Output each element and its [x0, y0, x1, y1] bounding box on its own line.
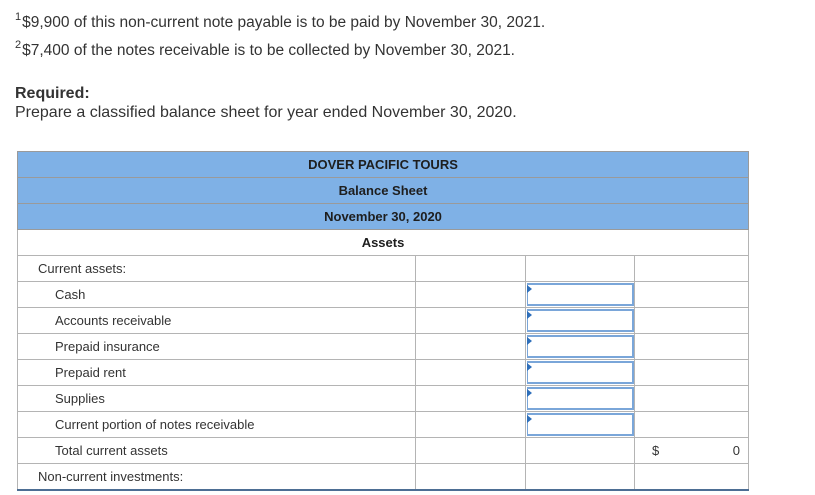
row-label-accounts-receivable: Accounts receivable: [18, 308, 416, 334]
total-current-assets-value: 0: [732, 443, 741, 458]
table-row: [18, 256, 749, 282]
statement-title: Balance Sheet: [18, 178, 749, 204]
row-label-prepaid-rent: Prepaid rent: [18, 360, 416, 386]
row-label-supplies: Supplies: [18, 386, 416, 412]
required-heading: Required:: [15, 85, 90, 102]
input-marker-icon: [527, 337, 532, 345]
footnote-2: [15, 39, 515, 60]
table-row: [18, 386, 749, 412]
prepaid-rent-amount-input[interactable]: [526, 360, 635, 386]
currency-symbol: $: [652, 443, 660, 458]
input-marker-icon: [527, 311, 532, 319]
table-row: [18, 438, 749, 464]
cash-amount-input[interactable]: [526, 282, 635, 308]
row-label-prepaid-insurance: Prepaid insurance: [18, 334, 416, 360]
current-notes-receivable-amount-input[interactable]: [526, 412, 635, 438]
input-marker-icon: [527, 389, 532, 397]
accounts-receivable-amount-input[interactable]: [526, 308, 635, 334]
prepaid-insurance-amount-input[interactable]: [526, 334, 635, 360]
input-marker-icon: [527, 363, 532, 371]
table-row: [18, 282, 749, 308]
total-current-assets-cell: [635, 438, 749, 464]
input-marker-icon: [527, 415, 532, 423]
row-label-cash: Cash: [18, 282, 416, 308]
non-current-investments-label: Non-current investments:: [18, 464, 416, 491]
section-heading-assets: Assets: [18, 230, 749, 256]
required-instructions: Prepare a classified balance sheet for year ended November 30, 2020.: [15, 104, 517, 121]
statement-date: November 30, 2020: [18, 204, 749, 230]
footnote-text: $9,900 of this non-current note payable is to be paid by November 30, 2021.: [22, 14, 546, 31]
supplies-amount-input[interactable]: [526, 386, 635, 412]
footnote-marker: 2: [15, 39, 22, 51]
table-row: [18, 412, 749, 438]
input-marker-icon: [527, 285, 532, 293]
row-label-total-current-assets: Total current assets: [18, 438, 416, 464]
footnote-1: [15, 11, 546, 32]
footnote-marker: 1: [15, 11, 22, 23]
table-row: [18, 308, 749, 334]
row-label-current-notes-receivable: Current portion of notes receivable: [18, 412, 416, 438]
company-name: DOVER PACIFIC TOURS: [18, 152, 749, 178]
footnote-text: $7,400 of the notes receivable is to be collected by November 30, 2021.: [22, 42, 515, 59]
table-row: [18, 360, 749, 386]
table-row: [18, 464, 749, 491]
current-assets-label: Current assets:: [18, 256, 416, 282]
table-row: [18, 334, 749, 360]
balance-sheet-table: [17, 151, 749, 491]
